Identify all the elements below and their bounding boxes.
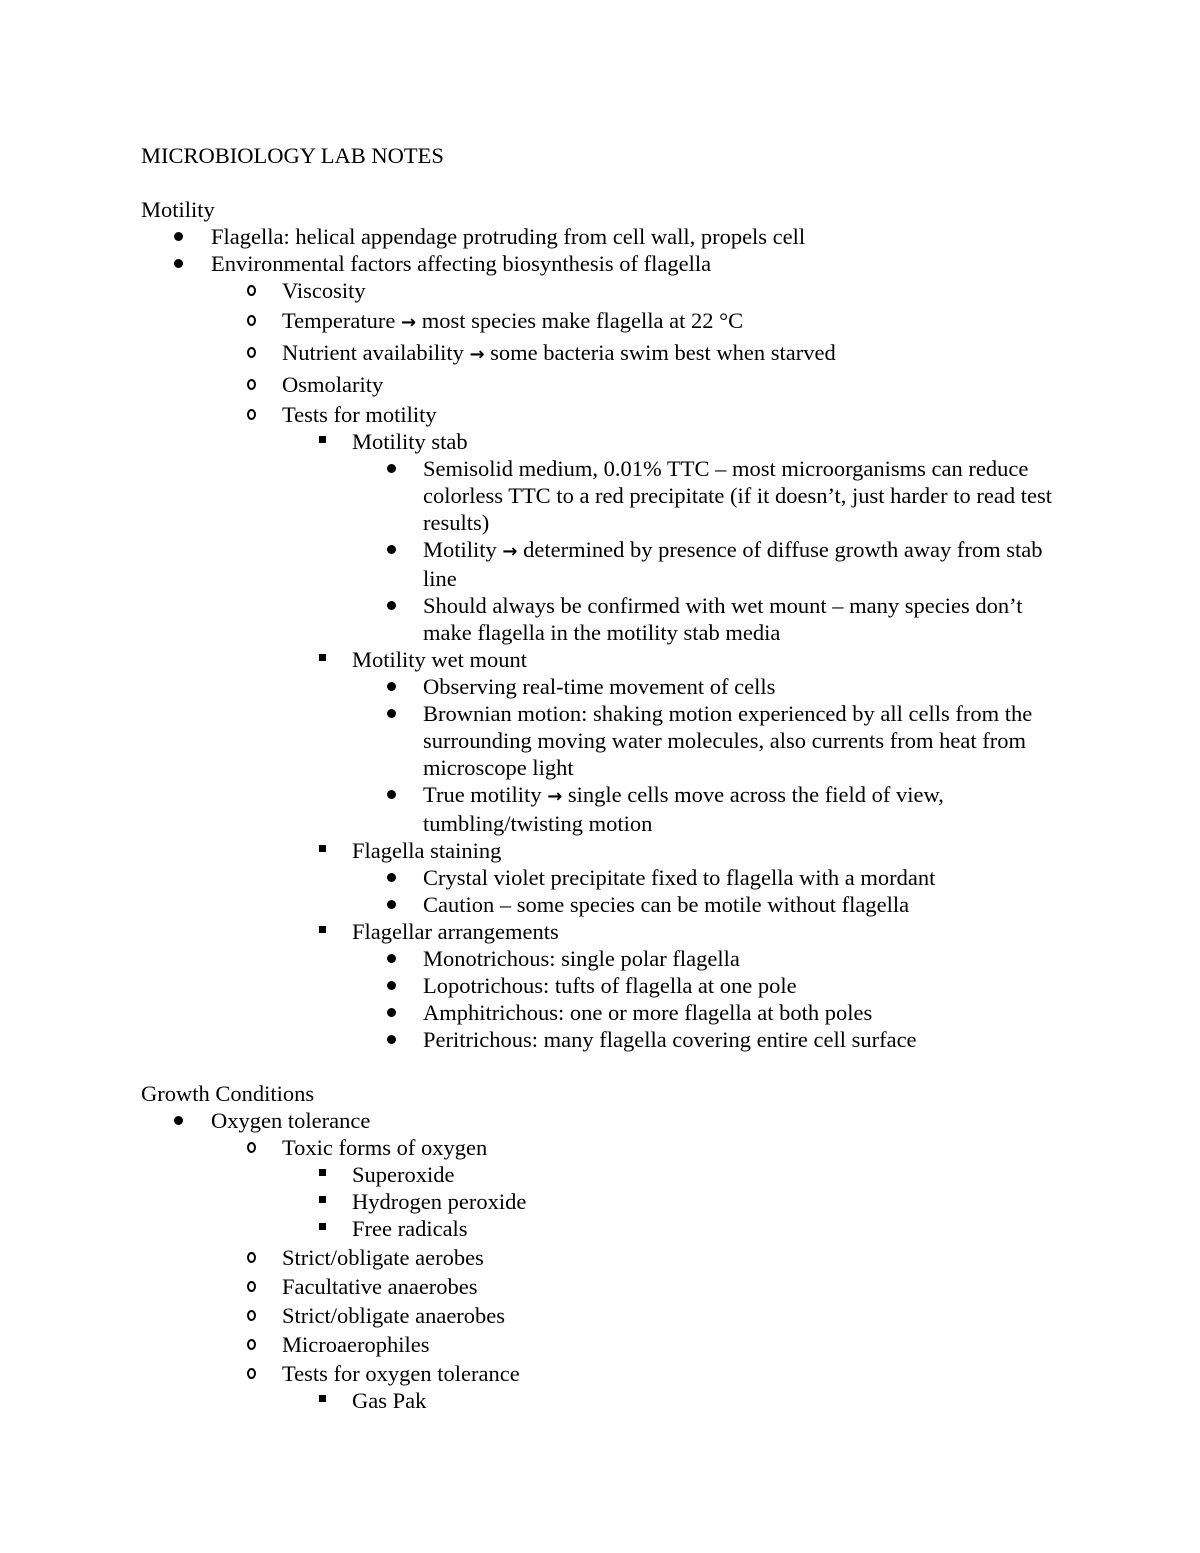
- square-bullet-icon: [319, 926, 326, 933]
- list-item: [141, 277, 1071, 304]
- list-item: [141, 307, 1071, 336]
- list-item: [141, 1215, 1071, 1242]
- wet-mount-list: [141, 673, 1071, 837]
- item-text: Lopotrichous: tufts of flagella at one pole: [423, 973, 797, 998]
- item-text: Tests for oxygen tolerance: [282, 1361, 520, 1386]
- arrow-icon: →: [400, 312, 417, 333]
- list-item: [141, 891, 1071, 918]
- hollow-bullet-icon: [247, 379, 256, 390]
- list-item: [141, 1134, 1071, 1242]
- item-text: Microaerophiles: [282, 1332, 430, 1357]
- hollow-bullet-icon: [247, 315, 256, 326]
- item-text: True motility → single cells move across the field of view, tumbling/twisting motion: [423, 782, 944, 836]
- list-item: [141, 1244, 1071, 1271]
- staining-list: [141, 864, 1071, 918]
- bullet-icon: [387, 790, 396, 799]
- list-item: [141, 371, 1071, 398]
- hollow-bullet-icon: [247, 347, 256, 358]
- env-factors-list: [141, 277, 1071, 1053]
- square-bullet-icon: [319, 654, 326, 661]
- item-text: Viscosity: [282, 278, 366, 303]
- item-text: Semisolid medium, 0.01% TTC – most microorganisms can reduce colorless TTC to a red precipitate (if it doesn’t, just harder to read test results): [423, 456, 1052, 535]
- item-text: Crystal violet precipitate fixed to flagella with a mordant: [423, 865, 936, 890]
- bullet-icon: [174, 1116, 183, 1125]
- list-item: [141, 592, 1071, 646]
- square-bullet-icon: [319, 1169, 326, 1176]
- list-item: [141, 1188, 1071, 1215]
- item-text: Flagellar arrangements: [352, 919, 559, 944]
- list-item: [141, 646, 1071, 837]
- document-body: [141, 142, 1071, 1414]
- item-text: Flagella: helical appendage protruding from cell wall, propels cell: [211, 224, 806, 249]
- bullet-icon: [387, 873, 396, 882]
- item-text: Peritrichous: many flagella covering entire cell surface: [423, 1027, 917, 1052]
- spacer: [141, 1053, 1071, 1080]
- list-item: [141, 1360, 1071, 1414]
- item-text: Hydrogen peroxide: [352, 1189, 527, 1214]
- item-text: Facultative anaerobes: [282, 1274, 478, 1299]
- item-text: Toxic forms of oxygen: [282, 1135, 488, 1160]
- oxygen-list: [141, 1134, 1071, 1414]
- square-bullet-icon: [319, 1196, 326, 1203]
- list-item: [141, 1026, 1071, 1053]
- oxygen-tests-list: [141, 1387, 1071, 1414]
- list-item: [141, 536, 1071, 592]
- item-text: Amphitrichous: one or more flagella at both poles: [423, 1000, 873, 1025]
- list-item: [141, 700, 1071, 781]
- hollow-bullet-icon: [247, 1310, 256, 1321]
- bullet-icon: [387, 954, 396, 963]
- bullet-icon: [387, 1008, 396, 1017]
- arrow-icon: →: [502, 541, 518, 562]
- hollow-bullet-icon: [247, 1368, 256, 1379]
- motility-tests-list: [141, 428, 1071, 1053]
- bullet-icon: [387, 1035, 396, 1044]
- list-item: [141, 401, 1071, 1053]
- item-text: Should always be confirmed with wet mount – many species don’t make flagella in the motility stab media: [423, 593, 1023, 645]
- item-text: Brownian motion: shaking motion experienced by all cells from the surrounding moving water molecules, also currents from heat from microscope light: [423, 701, 1033, 780]
- item-text: Flagella staining: [352, 838, 502, 863]
- item-text: Superoxide: [352, 1162, 455, 1187]
- section-heading-growth: Growth Conditions: [141, 1081, 315, 1106]
- list-item: [141, 339, 1071, 368]
- item-text: Motility stab: [352, 429, 468, 454]
- motility-list: [141, 223, 1071, 1053]
- item-text: Observing real-time movement of cells: [423, 674, 776, 699]
- bullet-icon: [387, 709, 396, 718]
- item-text: Motility → determined by presence of diffuse growth away from stab line: [423, 537, 1043, 591]
- bullet-icon: [174, 259, 183, 268]
- list-item: [141, 945, 1071, 972]
- arrow-icon: →: [547, 786, 563, 807]
- item-text: Free radicals: [352, 1216, 468, 1241]
- item-text: Caution – some species can be motile without flagella: [423, 892, 910, 917]
- list-item: [141, 250, 1071, 1053]
- hollow-bullet-icon: [247, 1281, 256, 1292]
- list-item: [141, 1387, 1071, 1414]
- list-item: [141, 999, 1071, 1026]
- bullet-icon: [387, 682, 396, 691]
- list-item: [141, 428, 1071, 646]
- list-item: [141, 1273, 1071, 1300]
- square-bullet-icon: [319, 436, 326, 443]
- hollow-bullet-icon: [247, 1142, 256, 1153]
- bullet-icon: [387, 900, 396, 909]
- list-item: [141, 673, 1071, 700]
- item-text: Tests for motility: [282, 402, 437, 427]
- list-item: [141, 223, 1071, 250]
- bullet-icon: [387, 981, 396, 990]
- hollow-bullet-icon: [247, 285, 256, 296]
- bullet-icon: [387, 545, 396, 554]
- hollow-bullet-icon: [247, 1252, 256, 1263]
- item-text: Oxygen tolerance: [211, 1108, 371, 1133]
- list-item: [141, 972, 1071, 999]
- square-bullet-icon: [319, 845, 326, 852]
- section-heading-motility: Motility: [141, 197, 215, 222]
- bullet-icon: [387, 601, 396, 610]
- list-item: [141, 781, 1071, 837]
- list-item: [141, 864, 1071, 891]
- item-text: Osmolarity: [282, 372, 384, 397]
- bullet-icon: [387, 464, 396, 473]
- item-text: Strict/obligate aerobes: [282, 1245, 484, 1270]
- list-item: [141, 1302, 1071, 1329]
- list-item: [141, 1161, 1071, 1188]
- square-bullet-icon: [319, 1395, 326, 1402]
- item-text: Monotrichous: single polar flagella: [423, 946, 740, 971]
- stab-list: [141, 455, 1071, 646]
- hollow-bullet-icon: [247, 1339, 256, 1350]
- document-title: MICROBIOLOGY LAB NOTES: [141, 143, 444, 168]
- item-text: Nutrient availability → some bacteria swim best when starved: [282, 340, 836, 365]
- arrangements-list: [141, 945, 1071, 1053]
- item-text: Environmental factors affecting biosynthesis of flagella: [211, 251, 712, 276]
- bullet-icon: [174, 232, 183, 241]
- list-item: [141, 1107, 1071, 1414]
- list-item: [141, 1331, 1071, 1358]
- item-text: Strict/obligate anaerobes: [282, 1303, 506, 1328]
- list-item: [141, 918, 1071, 1053]
- growth-list: [141, 1107, 1071, 1414]
- item-text: Temperature → most species make flagella at 22 °C: [282, 308, 744, 333]
- square-bullet-icon: [319, 1223, 326, 1230]
- item-text: Gas Pak: [352, 1388, 427, 1413]
- list-item: [141, 455, 1071, 536]
- list-item: [141, 837, 1071, 918]
- item-text: Motility wet mount: [352, 647, 528, 672]
- hollow-bullet-icon: [247, 409, 256, 420]
- toxic-oxygen-list: [141, 1161, 1071, 1242]
- arrow-icon: →: [469, 344, 485, 365]
